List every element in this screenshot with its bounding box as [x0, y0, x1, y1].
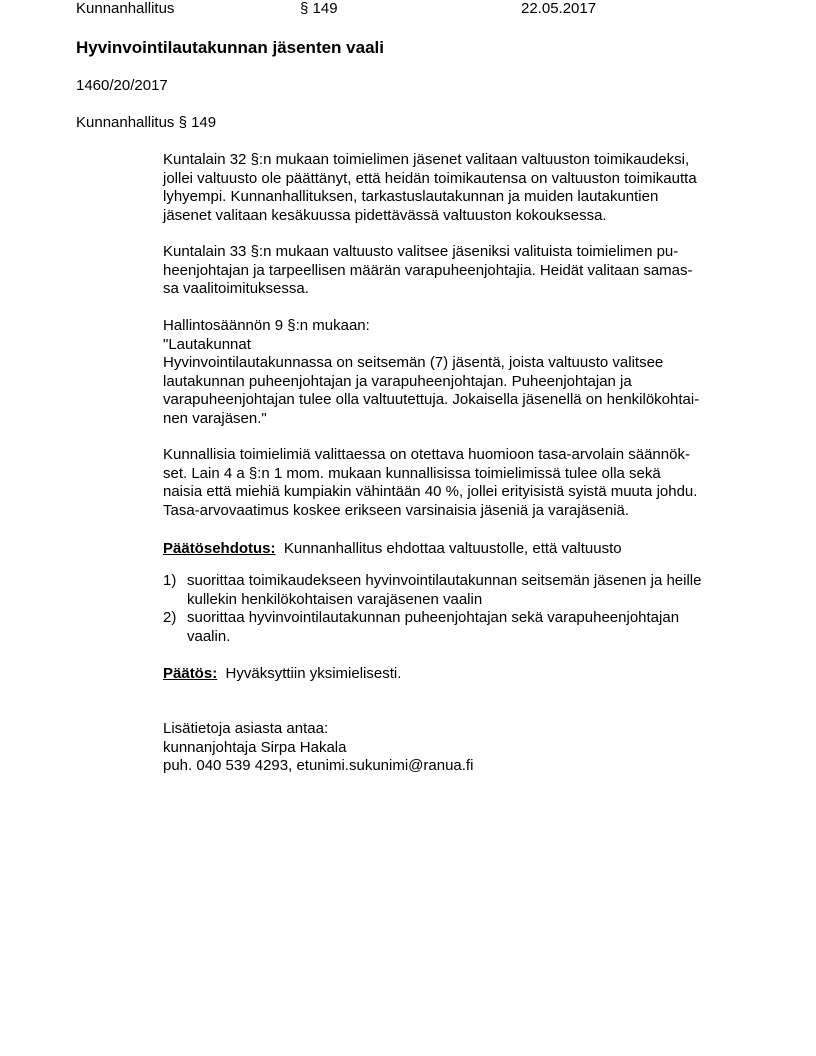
text-line: naisia että miehiä kumpiakin vähintään 40 %, jollei erityisistä syistä muuta johdu.	[163, 483, 698, 500]
contact-info	[163, 720, 763, 776]
contact-details: puh. 040 539 4293, etunimi.sukunimi@ranua.fi	[163, 757, 474, 774]
proposal-text: Kunnanhallitus ehdottaa valtuustolle, että valtuusto	[283, 540, 622, 557]
text-line: "Lautakunnat	[163, 335, 251, 353]
proposal	[163, 540, 763, 558]
paragraph-4	[163, 446, 763, 520]
text-line: suorittaa hyvinvointilautakunnan puheenjohtajan sekä varapuheenjohtajan	[187, 609, 680, 626]
text-line: kullekin henkilökohtaisen varajäsenen vaalin	[187, 590, 483, 608]
paragraph-3	[163, 317, 763, 428]
text-line: sa vaalitoimituksessa.	[163, 280, 309, 297]
list-number: 1)	[163, 572, 177, 589]
decision-text: Hyväksyttiin yksimielisesti.	[225, 665, 402, 682]
header-body: Kunnanhallitus	[76, 0, 175, 17]
decision	[163, 665, 763, 683]
text-line: Kuntalain 32 §:n mukaan toimielimen jäsenet valitaan valtuuston toimikaudeksi,	[163, 151, 690, 168]
text-line: lyhyempi. Kunnanhallituksen, tarkastuslautakunnan ja muiden lautakuntien	[163, 188, 659, 205]
text-line: varapuheenjohtajan tulee olla valtuutettuja. Jokaisella jäsenellä on henkilökohtai-	[163, 391, 700, 408]
contact-intro: Lisätietoja asiasta antaa:	[163, 720, 329, 737]
text-line: lautakunnan puheenjohtajan ja varapuheenjohtajan. Puheenjohtajan ja	[163, 372, 632, 390]
case-number: 1460/20/2017	[76, 77, 168, 94]
contact-person: kunnanjohtaja Sirpa Hakala	[163, 738, 347, 756]
paragraph-2	[163, 243, 763, 299]
list-item	[163, 609, 763, 646]
text-line: jollei valtuusto ole päättänyt, että heidän toimikautensa on valtuuston toimikautta	[163, 169, 697, 187]
header-date: 22.05.2017	[521, 0, 597, 17]
text-line: Kuntalain 33 §:n mukaan valtuusto valitsee jäseniksi valituista toimielimen pu-	[163, 243, 679, 260]
text-line: nen varajäsen."	[163, 409, 267, 427]
decision-label: Päätös:	[163, 665, 218, 682]
text-line: suorittaa toimikaudekseen hyvinvointilautakunnan seitsemän jäsenen ja heille	[187, 572, 702, 589]
list-item	[163, 572, 763, 609]
paragraph-1	[163, 151, 763, 225]
list-number: 2)	[163, 609, 177, 626]
text-line: Kunnallisia toimielimiä valittaessa on otettava huomioon tasa-arvolain säännök-	[163, 446, 690, 463]
text-line: Hallintosäännön 9 §:n mukaan:	[163, 317, 370, 334]
proposal-label: Päätösehdotus:	[163, 540, 276, 557]
text-line: jäsenet valitaan kesäkuussa pidettävässä valtuuston kokouksessa.	[163, 206, 607, 224]
text-line: vaalin.	[187, 627, 231, 645]
proposal-list	[163, 572, 763, 646]
text-line: Hyvinvointilautakunnassa on seitsemän (7) jäsentä, joista valtuusto valitsee	[163, 354, 664, 371]
section-ref: Kunnanhallitus § 149	[76, 114, 217, 131]
text-line: set. Lain 4 a §:n 1 mom. mukaan kunnallisissa toimielimissä tulee olla sekä	[163, 464, 661, 482]
header-section: § 149	[300, 0, 338, 17]
text-line: heenjohtajan ja tarpeellisen määrän varapuheenjohtajia. Heidät valitaan samas-	[163, 261, 693, 279]
page-title: Hyvinvointilautakunnan jäsenten vaali	[76, 38, 384, 57]
text-line: Tasa-arvovaatimus koskee erikseen varsinaisia jäseniä ja varajäseniä.	[163, 501, 630, 519]
